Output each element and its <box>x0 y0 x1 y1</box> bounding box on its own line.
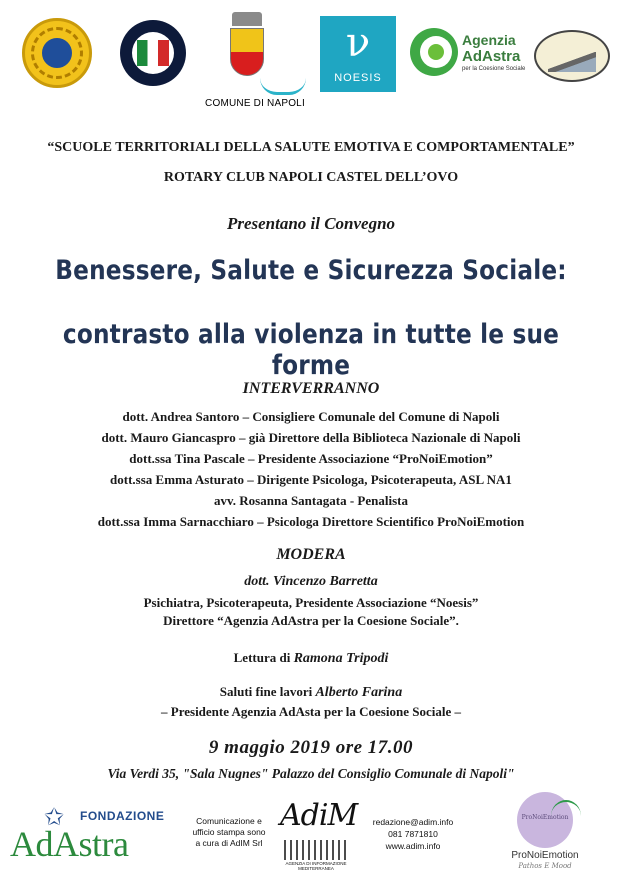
closing-role: – Presidente Agenzia AdAsta per la Coesione Sociale – <box>161 704 461 719</box>
communication-note <box>186 816 272 849</box>
pronoi-label: ProNoiEmotion <box>511 850 579 861</box>
wave-icon <box>260 78 306 95</box>
moderator-heading: MODERA <box>276 546 346 563</box>
speaker-item: dott.ssa Emma Asturato – Dirigente Psicologa, Psicoterapeuta, ASL NA1 <box>110 472 512 487</box>
contact-email[interactable]: redazione@adim.info <box>372 817 454 827</box>
comune-label: COMUNE DI NAPOLI <box>205 98 305 109</box>
speaker-item: dott. Mauro Giancaspro – già Direttore della Biblioteca Nazionale di Napoli <box>101 430 521 445</box>
crown-icon <box>232 12 262 26</box>
adastra-label: AdAstra <box>10 824 129 864</box>
shield-icon <box>230 28 264 76</box>
noesis-logo <box>320 16 396 92</box>
speaker-item: dott.ssa Imma Sarnacchiaro – Psicologa Direttore Scientifico ProNoiEmotion <box>97 514 525 529</box>
noesis-glyph-icon: ν <box>345 20 371 66</box>
moderator-name: dott. Vincenzo Barretta <box>244 574 378 589</box>
event-venue: Via Verdi 35, "Sala Nugnes" Palazzo del Consiglio Comunale di Napoli" <box>107 766 515 781</box>
speaker-item: dott.ssa Tina Pascale – Presidente Associazione “ProNoiEmotion” <box>129 451 493 466</box>
swoosh-icon <box>551 800 581 832</box>
moderator-role1: Psichiatra, Psicoterapeuta, Presidente Associazione “Noesis” <box>143 595 479 610</box>
vesuvius-icon <box>548 52 596 72</box>
adim-label: AdiM <box>280 798 358 833</box>
communication-line1: Comunicazione e <box>196 816 262 826</box>
agenzia-line1: Agenzia <box>462 32 516 48</box>
event-date: 9 maggio 2019 ore 17.00 <box>208 737 414 758</box>
noesis-label: NOESIS <box>334 72 382 84</box>
reading-prefix: Lettura di <box>233 650 291 665</box>
rotary-wheel-logo <box>22 18 92 88</box>
adastra-agency-logo <box>410 26 530 82</box>
moderator-role2: Direttore “Agenzia AdAstra per la Coesione Sociale”. <box>163 613 459 628</box>
closing-prefix: Saluti fine lavori <box>219 684 313 699</box>
speaker-item: dott. Andrea Santoro – Consigliere Comunale del Comune di Napoli <box>122 409 500 424</box>
reading-name: Ramona Tripodi <box>293 651 389 666</box>
school-title: “SCUOLE TERRITORIALI DELLA SALUTE EMOTIVA E COMPORTAMENTALE” <box>47 140 575 155</box>
fondazione-adastra-logo <box>10 803 170 867</box>
speakers-heading: INTERVERRANNO <box>242 380 380 397</box>
communication-line3: a cura di AdIM Srl <box>195 838 263 848</box>
contact-phone: 081 7871810 <box>388 829 438 839</box>
adp-flag <box>137 40 169 66</box>
closing-name: Alberto Farina <box>315 685 403 700</box>
speaker-item: avv. Rosanna Santagata - Penalista <box>214 493 408 508</box>
autonomi-di-polizia-logo <box>120 20 186 86</box>
agenzia-line2: AdAstra <box>462 48 521 65</box>
star-icon: ✩ <box>44 803 65 831</box>
reading-line <box>0 650 622 667</box>
napoli-coat-of-arms-logo <box>200 12 310 112</box>
closing-line <box>0 684 622 701</box>
adim-logo <box>280 798 358 871</box>
adim-bars-icon <box>284 840 348 860</box>
event-title-line1: Benessere, Salute e Sicurezza Sociale: <box>55 255 567 286</box>
contact-web[interactable]: www.adim.info <box>385 841 441 851</box>
club-title: ROTARY CLUB NAPOLI CASTEL DELL’OVO <box>163 170 459 185</box>
pronoi-tagline: Pathos E Mood <box>518 862 572 870</box>
fondazione-label: FONDAZIONE <box>80 809 165 823</box>
agenzia-line3: per la Coesione Sociale <box>462 66 526 72</box>
communication-line2: ufficio stampa sono <box>192 827 266 837</box>
pronoiemotion-logo <box>497 792 607 872</box>
napoli-in-progress-logo <box>534 30 610 82</box>
event-intro: Presentano il Convegno <box>226 214 396 233</box>
adim-sub: AGENZIA DI INFORMAZIONE MEDITERRANEA <box>285 861 347 871</box>
rotary-center <box>39 35 75 71</box>
contact-info <box>368 816 458 852</box>
event-title-line2: contrasto alla violenza in tutte le sue forme <box>62 319 560 381</box>
adastra-mark-icon <box>410 28 458 76</box>
pronoi-mini-label: ProNoiEmotion <box>521 814 569 821</box>
